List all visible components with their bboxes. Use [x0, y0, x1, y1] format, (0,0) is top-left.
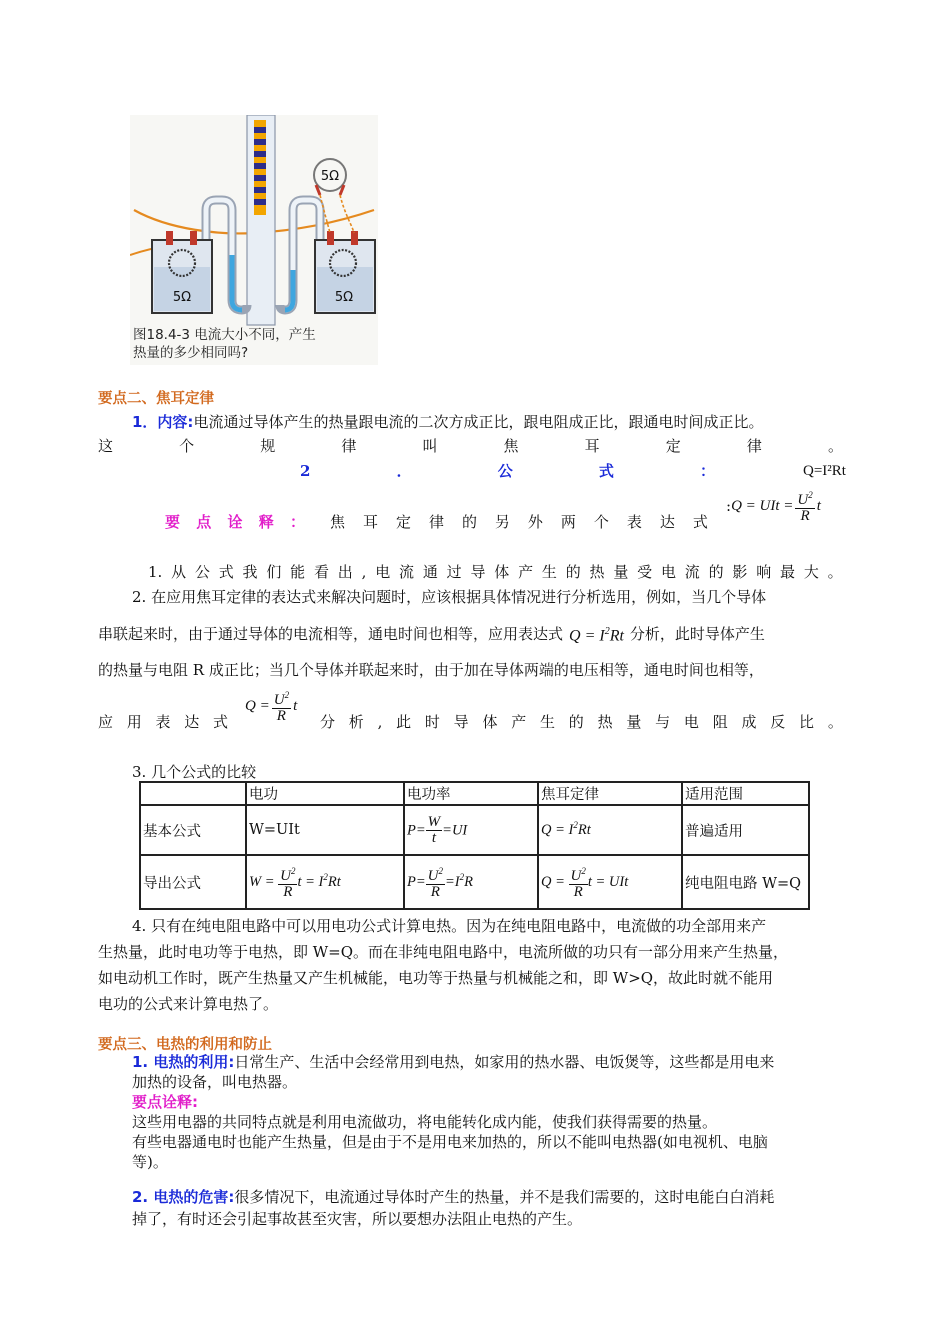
work-derived-formula: W = $\frac{U^2}{R}$ $t = I^2Rt$ — [246, 855, 404, 909]
note-text: 焦 耳 定 律 的 另 外 两 个 表 达 式 — [330, 513, 708, 531]
right-resistor-label: 5Ω — [334, 290, 354, 305]
formula-comparison-table — [139, 781, 810, 910]
para2-line4b: 分 析 , 此 时 导 体 产 生 的 热 量 与 电 阻 成 反 比 。 — [320, 713, 843, 731]
alt-formulas: : Q = UIt = $\frac{U^2}{R}$ t — [726, 490, 821, 524]
table-row-basic: 基本公式 W=UIt P= $\frac{W}{t}$ =UI $Q = I^2Rt$ 普遍适用 — [140, 805, 809, 855]
sec3-note-label: 要点诠释: — [132, 1093, 198, 1111]
para2-line3: 的热量与电阻 R 成正比；当几个导体并联起来时，由于加在导体两端的电压相等，通电时间也相等， — [98, 661, 764, 679]
item1-text: 电流通过导体产生的热量跟电流的二次方成正比，跟电阻成正比，跟通电时间成正比。 — [193, 413, 764, 431]
joule-formula: Q=I²Rt — [803, 463, 846, 479]
item1-label: 1．内容: — [132, 413, 194, 431]
para4: 4. 只有在纯电阻电路中可以用电功公式计算电热。因为在纯电阻电路中，电流做的功全部用来产 生热量，此时电功等于电热，即 W=Q。而在非纯电阻电路中，电流所做的功只有一部分用来产生热量， 如电动机工作时，既产生热量又产生机械能，电功等于热量与机械能之和，即 W>Q，故此时就不能用 电功的公式来计算电热了。 — [98, 917, 789, 1013]
heat-harm-label: 2. 电热的危害: — [132, 1188, 235, 1206]
joule-derived-formula: Q = $\frac{U^2}{R}$ t = UIt — [538, 855, 682, 909]
note-label: 要 点 诠 释 ： — [165, 513, 305, 531]
para1: 1. 从 公 式 我 们 能 看 出 , 电 流 通 过 导 体 产 生 的 热 量 受 电 流 的 影 响 最 大 。 — [148, 563, 843, 581]
sec2-item1-continued: 这 个 规 律 叫 焦 耳 定 律 。 — [98, 437, 843, 455]
para2-line1: 2. 在应用焦耳定律的表达式来解决问题时，应该根据具体情况进行分析选用，例如，当几个导体 — [132, 588, 767, 606]
para2-line2: 串联起来时，由于通过导体的电流相等，通电时间也相等，应用表达式 $Q = I^2Rt$ 分析，此时导体产生 — [98, 625, 765, 645]
power-derived-formula: P= $\frac{U^2}{R}$ $=I^2R$ — [404, 855, 538, 909]
para3-title: 3. 几个公式的比较 — [132, 763, 257, 781]
para2-formula: Q = $\frac{U^2}{R}$ t — [245, 690, 298, 724]
heat-use-label: 1. 电热的利用: — [132, 1053, 235, 1071]
table-row-derived: 导出公式 W = $\frac{U^2}{R}$ $t = I^2Rt$ P= $\frac{U^2}{R}$ $=I^2R$ Q = $\frac{U^2}{R}$ t = UIt 纯电阻电路 W=Q — [140, 855, 809, 909]
sec2-item1 — [132, 410, 763, 434]
section2-heading: 要点二、焦耳定律 — [98, 391, 214, 407]
table-header-row: 电功 电功率 焦耳定律 适用范围 — [140, 782, 809, 805]
joule-basic-formula: $Q = I^2Rt$ — [538, 805, 682, 855]
left-resistor-label: 5Ω — [172, 290, 192, 305]
sec3-body: 1. 电热的利用:日常生产、生活中会经常用到电热，如家用的热水器、电饭煲等，这些都是用电来 加热的设备，叫电热器。 要点诠释: 这些用电器的共同特点就是利用电流做功，将电能转化成内能，使我们获得需要的热量。 有些电器通电时也能产生热量，但是由于不是用电来加热的，所以不能叫电热器(如电视机、电脑 等)。 — [132, 1053, 775, 1171]
sec2-item2-label: 2 ． 公 式 ： — [300, 462, 715, 480]
section3-heading: 要点三、电热的利用和防止 — [98, 1037, 272, 1053]
power-basic-formula: P= $\frac{W}{t}$ =UI — [404, 805, 538, 855]
external-resistor-label: 5Ω — [320, 169, 340, 184]
para2-line4a: 应 用 表 达 式 — [98, 713, 228, 731]
sec3-item2: 2. 电热的危害:很多情况下，电流通过导体时产生的热量，并不是我们需要的，这时电能白白消耗 掉了，有时还会引起事故甚至灾害，所以要想办法阻止电热的产生。 — [132, 1188, 775, 1228]
figure-caption: 图18.4-3 电流大小不同，产生 热量的多少相同吗? — [133, 327, 316, 361]
